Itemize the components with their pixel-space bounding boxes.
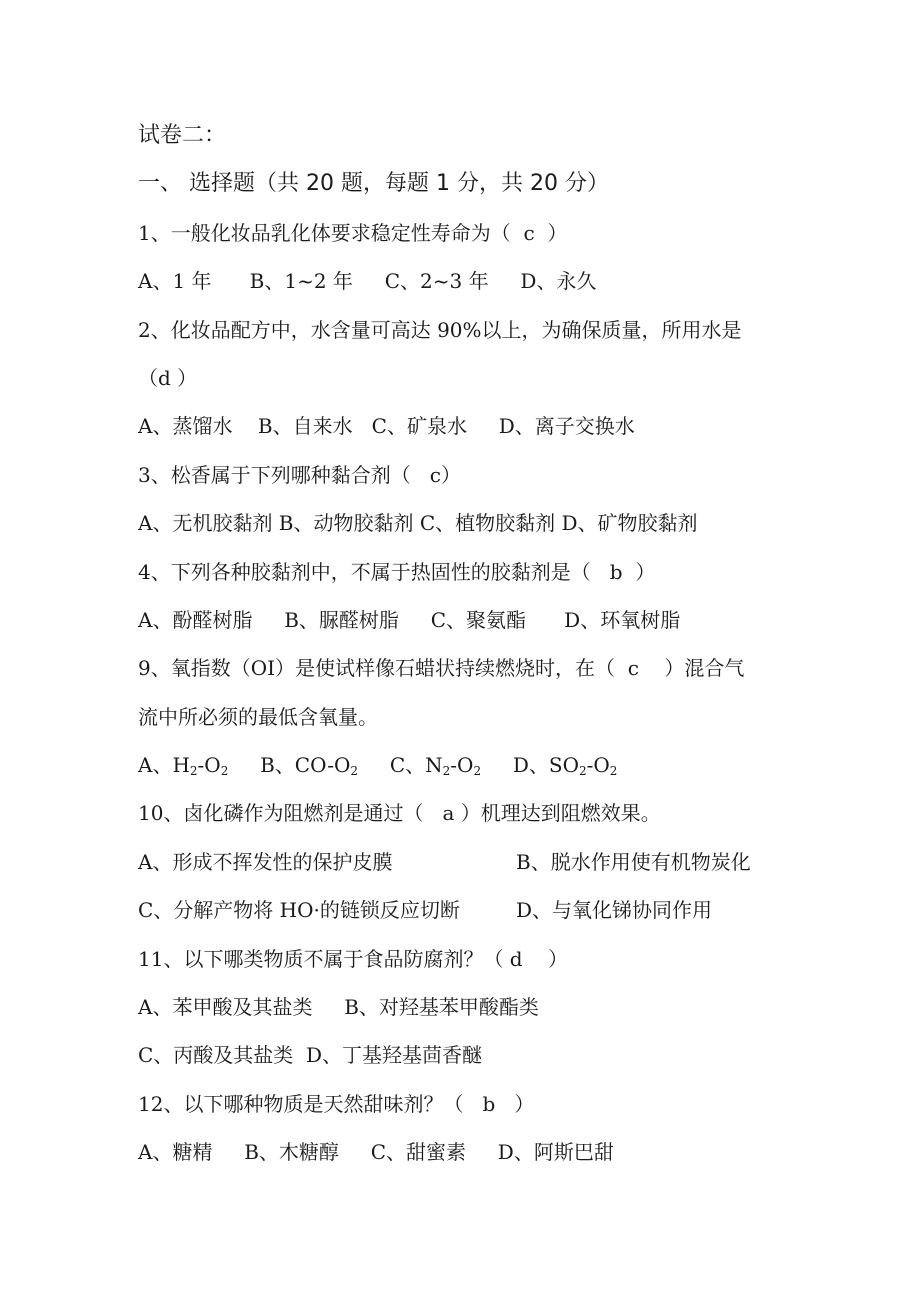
question-1-options: A、1 年 B、1~2 年 C、2~3 年 D、永久 — [138, 269, 597, 294]
question-2-stem: 2、化妆品配方中，水含量可高达 90%以上，为确保质量，所用水是 — [138, 317, 742, 342]
opt-part: -O — [450, 753, 474, 778]
subscript: 2 — [189, 764, 198, 779]
opt-part: C、N — [358, 753, 443, 778]
subscript: 2 — [579, 764, 587, 779]
subscript: 2 — [350, 764, 359, 779]
question-2-options: A、蒸馏水 B、自来水 C、矿泉水 D、离子交换水 — [138, 414, 635, 439]
question-9-stem: 9、氧指数（OI）是使试样像石蜡状持续燃烧时，在（ c ）混合气 — [138, 656, 745, 681]
opt-part: D、SO — [481, 753, 579, 778]
question-12-options: A、糖精 B、木糖醇 C、甜蜜素 D、阿斯巴甜 — [138, 1140, 614, 1165]
subscript: 2 — [220, 764, 229, 779]
question-10-stem: 10、卤化磷作为阻燃剂是通过（ a ）机理达到阻燃效果。 — [138, 801, 661, 826]
question-2-stem-continued: （d ） — [138, 365, 198, 390]
option-c: C、分解产物将 HO·的链锁反应切断 — [138, 898, 460, 923]
question-12-stem: 12、以下哪种物质是天然甜味剂？（ b ） — [138, 1091, 535, 1116]
option-a: A、形成不挥发性的保护皮膜 — [138, 849, 393, 874]
question-4-stem: 4、下列各种胶黏剂中，不属于热固性的胶黏剂是（ b ） — [138, 559, 656, 584]
subscript: 2 — [609, 764, 618, 779]
opt-part: B、CO-O — [228, 753, 351, 778]
opt-part: -O — [197, 753, 221, 778]
exam-page — [138, 112, 838, 1177]
option-b: B、脱水作用使有机物炭化 — [516, 849, 751, 874]
question-3-options: A、无机胶黏剂 B、动物胶黏剂 C、植物胶黏剂 D、矿物胶黏剂 — [138, 511, 698, 536]
option-d: D、与氧化锑协同作用 — [516, 898, 713, 923]
question-11-stem: 11、以下哪类物质不属于食品防腐剂？（ d ） — [138, 946, 569, 971]
question-3-stem: 3、松香属于下列哪种黏合剂（ c） — [138, 462, 461, 487]
exam-title: 试卷二： — [138, 123, 227, 148]
opt-part: -O — [586, 753, 610, 778]
section-title: 一、 选择题（共 20 题，每题 1 分，共 20 分） — [138, 171, 609, 197]
question-9-stem-continued: 流中所必须的最低含氧量。 — [138, 704, 378, 729]
question-10-options-row1 — [138, 838, 838, 886]
subscript: 2 — [442, 764, 451, 779]
question-10-options-row2 — [138, 886, 838, 934]
opt-part: A、H — [138, 753, 190, 778]
question-1-stem: 1、一般化妆品乳化体要求稳定性寿命为（ c ） — [138, 220, 568, 245]
question-9-options — [138, 741, 838, 789]
subscript: 2 — [473, 764, 482, 779]
question-11-options-row2: C、丙酸及其盐类 D、丁基羟基茴香醚 — [138, 1043, 483, 1068]
question-11-options-row1: A、苯甲酸及其盐类 B、对羟基苯甲酸酯类 — [138, 995, 539, 1020]
question-4-options: A、酚醛树脂 B、脲醛树脂 C、聚氨酯 D、环氧树脂 — [138, 607, 681, 632]
